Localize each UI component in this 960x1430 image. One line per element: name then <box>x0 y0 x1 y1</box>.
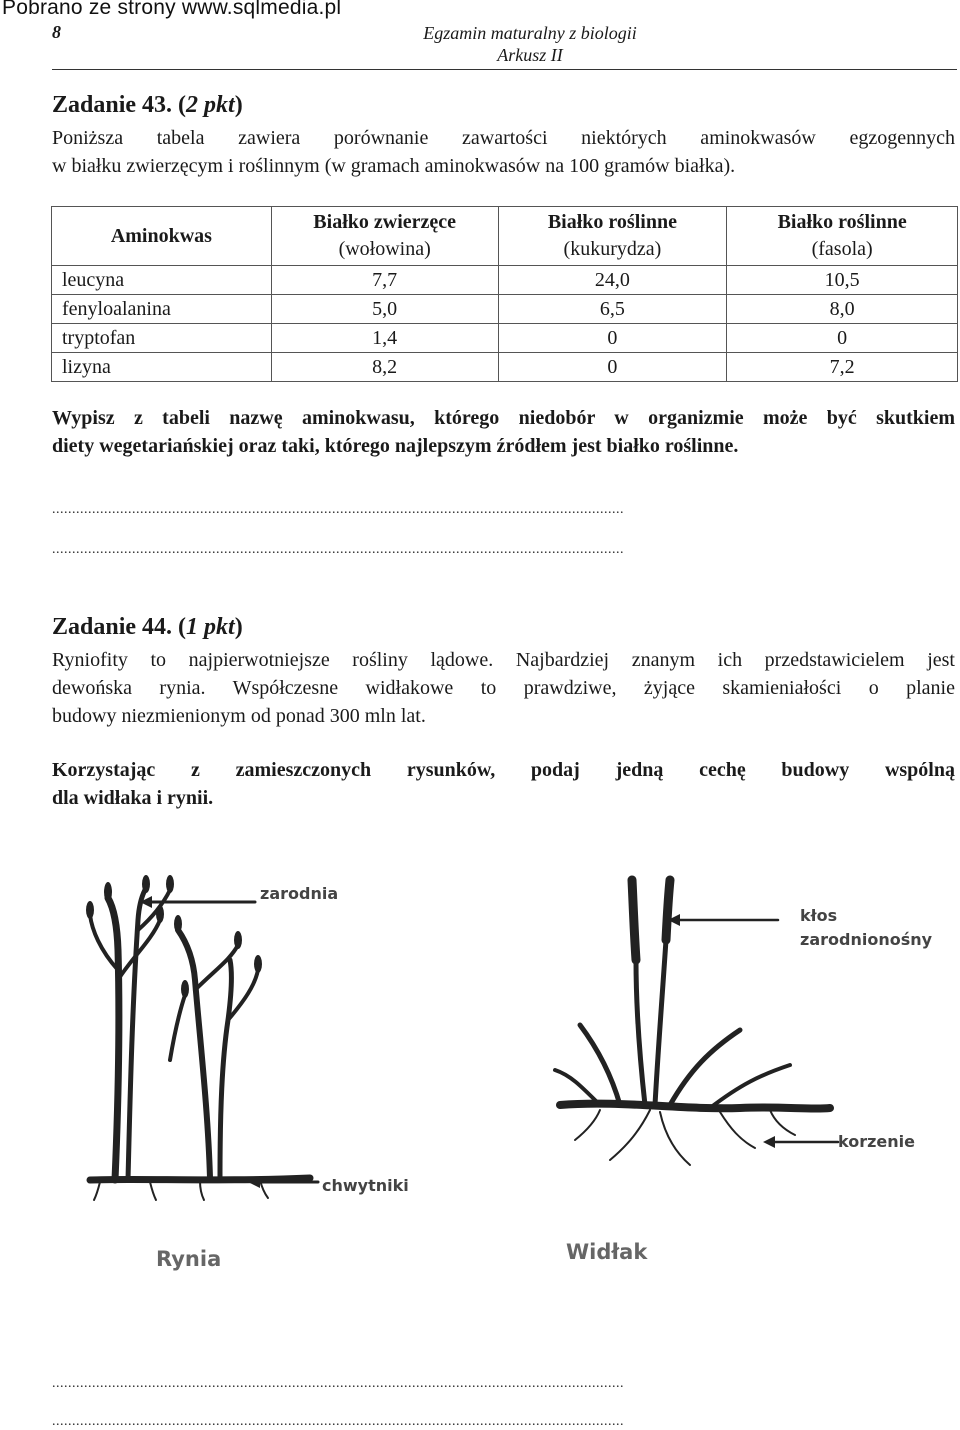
rynia-rhizoid <box>150 1182 156 1200</box>
widlak-caption: Widłak <box>566 1240 648 1264</box>
task44-heading-prefix: Zadanie 44. ( <box>52 614 187 640</box>
table-cell: 6,5 <box>498 295 727 324</box>
table-cell: 8,0 <box>727 295 958 324</box>
rynia-label-bottom: chwytniki <box>322 1176 409 1195</box>
rynia-ground <box>90 1178 310 1180</box>
table-cell: 7,7 <box>271 266 498 295</box>
task43-instruction-line1: Wypisz z tabeli nazwę aminokwasu, którego niedobór w organizmie może być skutkiem <box>52 407 955 429</box>
widlak-root <box>575 1110 600 1140</box>
table-cell: 0 <box>498 353 727 382</box>
task43-heading-suffix: ) <box>234 92 243 118</box>
task44-heading-suffix: ) <box>234 614 243 640</box>
rynia-stem <box>178 930 210 1178</box>
rynia-branch <box>170 995 185 1060</box>
answer-line[interactable]: ............................................................................................................................................... <box>52 502 624 517</box>
widlak-shoot <box>636 960 645 1105</box>
header-title-text: Białko roślinne <box>547 211 677 233</box>
rynia-rhizoid <box>94 1182 100 1200</box>
table-cell: 1,4 <box>271 324 498 353</box>
table-header-row <box>52 207 958 266</box>
header-title-text: Białko roślinne <box>777 211 907 233</box>
table-header-cell <box>727 207 958 266</box>
page-number: 8 <box>52 22 61 42</box>
widlak-root <box>610 1110 650 1160</box>
table-row <box>52 324 958 353</box>
rynia-stem <box>128 888 146 1180</box>
task43-instruction <box>52 404 955 460</box>
widlak-label-top-2: zarodnionośny <box>800 930 933 949</box>
widlak-root <box>720 1112 755 1148</box>
header-subtitle: Arkusz II <box>497 45 563 65</box>
rynia-caption: Rynia <box>156 1247 222 1271</box>
task43-intro-line2: w białku zwierzęcym i roślinnym (w gramach aminokwasów na 100 gramów białka). <box>52 155 736 177</box>
widlak-label-top-1: kłos <box>800 906 838 925</box>
table-row <box>52 266 958 295</box>
rynia-drawing <box>60 860 360 1220</box>
table-header-cell <box>52 207 272 266</box>
table-cell: 10,5 <box>727 266 958 295</box>
table-row <box>52 353 958 382</box>
task44-intro-line1: Ryniofity to najpierwotniejsze rośliny lądowe. Najbardziej znanym ich przedstawicielem jest <box>52 649 955 671</box>
task43-heading <box>52 92 243 119</box>
widlak-shoot <box>555 1070 600 1105</box>
task44-instruction-line1: Korzystając z zamieszczonych rysunków, podaj jedną cechę budowy wspólną <box>52 759 955 781</box>
task43-intro <box>52 124 955 180</box>
answer-line[interactable]: ............................................................................................................................................... <box>52 1376 624 1391</box>
widlak-label-right: korzenie <box>838 1132 915 1151</box>
table-cell: leucyna <box>52 266 272 295</box>
rynia-stem <box>220 960 231 1178</box>
amino-acid-table <box>51 206 958 382</box>
header-sub-text: (wołowina) <box>338 238 431 260</box>
widlak-strobilus <box>666 880 670 940</box>
header-sub-text: (kukurydza) <box>563 238 662 260</box>
rynia-stem <box>108 898 119 1180</box>
answer-line[interactable]: ............................................................................................................................................... <box>52 1414 624 1429</box>
task44-heading <box>52 614 243 641</box>
table-row <box>52 295 958 324</box>
widlak-shoot <box>710 1065 790 1108</box>
rynia-rhizoid <box>200 1181 204 1200</box>
rynia-label-top: zarodnia <box>260 884 339 903</box>
widlak-root <box>770 1110 795 1135</box>
table-cell: 7,2 <box>727 353 958 382</box>
task44-points: 1 pkt <box>186 614 235 640</box>
task44-intro <box>52 646 955 730</box>
table-header-cell <box>498 207 727 266</box>
header-rule <box>52 69 957 70</box>
watermark: Pobrano ze strony www.sqlmedia.pl <box>2 0 342 19</box>
header-title-text: Aminokwas <box>110 224 212 247</box>
table-cell: 0 <box>498 324 727 353</box>
table-cell: fenyloalanina <box>52 295 272 324</box>
task44-instruction <box>52 756 955 812</box>
header-title-text: Białko zwierzęce <box>313 211 457 233</box>
table-cell: 5,0 <box>271 295 498 324</box>
table-cell: tryptofan <box>52 324 272 353</box>
task43-instruction-line2: diety wegetariańskiej oraz taki, którego najlepszym źródłem jest białko roślinne. <box>52 435 739 457</box>
task43-points: 2 pkt <box>186 92 235 118</box>
table-header-cell <box>271 207 498 266</box>
table-cell: 24,0 <box>498 266 727 295</box>
widlak-root <box>660 1112 690 1165</box>
header-title: Egzamin maturalny z biologii <box>423 23 637 43</box>
header-sub-text: (fasola) <box>811 238 873 260</box>
table-cell: lizyna <box>52 353 272 382</box>
widlak-shoot <box>655 940 666 1105</box>
table-cell: 0 <box>727 324 958 353</box>
widlak-strobilus <box>632 880 636 960</box>
answer-line[interactable]: ............................................................................................................................................... <box>52 542 624 557</box>
table-cell: 8,2 <box>271 353 498 382</box>
task44-intro-line2: dewońska rynia. Współczesne widłakowe to prawdziwe, żyjące skamieniałości o planie <box>52 677 955 699</box>
task43-heading-prefix: Zadanie 43. ( <box>52 92 187 118</box>
task44-intro-line3: budowy niezmienionym od ponad 300 mln lat. <box>52 705 426 727</box>
task44-instruction-line2: dla widłaka i rynii. <box>52 787 214 809</box>
task43-intro-line1: Poniższa tabela zawiera porównanie zawartości niektórych aminokwasów egzogennych <box>52 127 955 149</box>
